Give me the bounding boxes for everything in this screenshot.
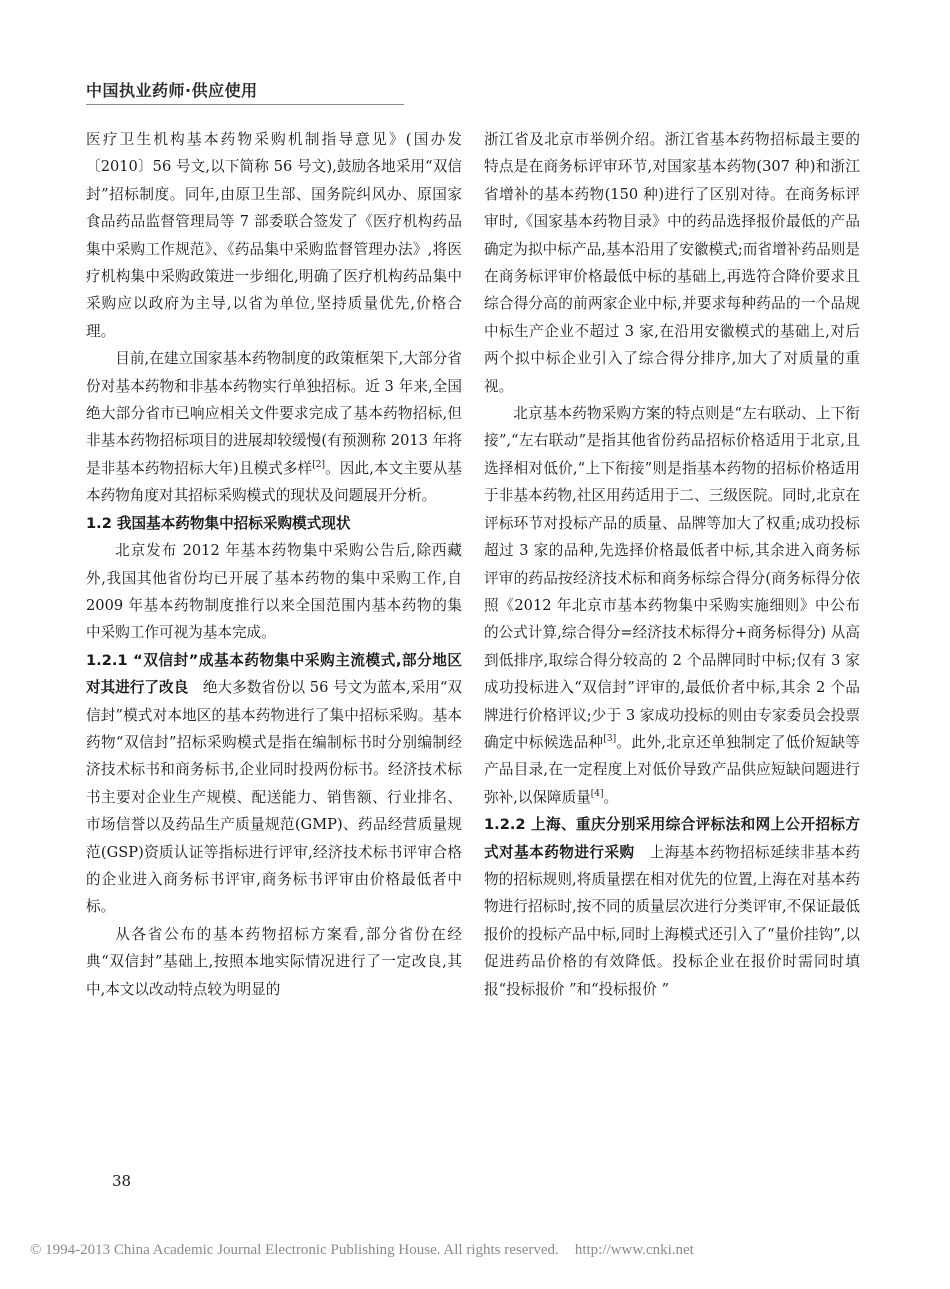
copyright-text: © 1994-2013 China Academic Journal Electronic Publishing House. All rights reserved. [30, 1242, 559, 1258]
citation-ref[interactable]: [3] [603, 734, 617, 745]
paragraph: 浙江省及北京市举例介绍。浙江省基本药物招标最主要的特点是在商务标评审环节,对国家基本药物(307 种)和浙江省增补的基本药物(150 种)进行了区别对待。在商务标评审时,《国家基本药物目录》中的药品选择报价最低的产品确定为拟中标产品,基本沿用了安徽模式;而省增补药品则是在商务标评审价格最低中标的基础上,再选符合降价要求且综合得分高的前两家企业中标,并要求每种药品的一个品规中标生产企业不超过 3 家,在沿用安徽模式的基础上,对后两个拟中标企业引入了综合得分排序,加大了对质量的重视。 [484, 131, 860, 395]
paragraph: 医疗卫生机构基本药物采购机制指导意见》(国办发〔2010〕56 号文,以下简称 56 号文),鼓励各地采用“双信封”招标制度。同年,由原卫生部、国务院纠风办、原国家食品药品监督管理局等 7 部委联合签发了《医疗机构药品集中采购工作规范》、《药品集中采购监督管理办法》,将医疗机构集中采购政策进一步细化,明确了医疗机构药品集中采购应以政府为主导,以省为单位,坚持质量优先,价格合理。 [86, 131, 462, 340]
subsection-heading: 1.2.2 上海、重庆分别采用综合评标法和网上公开招标方式对基本药物进行采购 [484, 816, 860, 861]
footer-url[interactable]: http://www.cnki.net [574, 1242, 694, 1258]
paragraph-text: 。此外,北京还单独制定了低价短缺等产品目录,在一定程度上对低价导致产品供应短缺问题进行弥补,以保障质量 [484, 733, 860, 806]
paragraph [86, 345, 462, 509]
right-column [484, 126, 860, 1003]
journal-header: 中国执业药师·供应使用 [86, 81, 258, 100]
copyright-footer [30, 1242, 930, 1259]
paragraph-text: 。 [603, 788, 619, 806]
subsection-heading: 1.2.1 “双信封”成基本药物集中采购主流模式,部分地区对其进行了改良 [86, 651, 462, 697]
paragraph [484, 811, 860, 1003]
left-column [86, 126, 462, 1003]
paragraph [86, 647, 462, 921]
paragraph-text: 北京基本药物采购方案的特点则是“左右联动、上下衔接”,“左右联动”是指其他省份药品招标价格适用于北京,且选择相对低价,“上下衔接”则是指基本药物的招标价格适用于非基本药物,社区用药适用于二、三级医院。同时,北京在评标环节对投标产品的质量、品牌等加大了权重;成功投标超过 3 家的品种,先选择价格最低者中标,其余进入商务标评审的药品按经济技术标和商务标综合得分(商务标得分依照《2012 年北京市基本药物集中采购实施细则》中公布的公式计算,综合得分=经济技术标得分+商务标得分) 从高到低排序,取综合得分较高的 2 个品牌同时中标;仅有 3 家成功投标进入“双信封”评审的,最低价者中标,其余 2 个品牌进行价格评议;少于 3 家成功投标的则由专家委员会投票确定中标候选品种 [484, 405, 860, 751]
paragraph: 从各省公布的基本药物招标方案看,部分省份在经典“双信封”基础上,按照本地实际情况进行了一定改良,其中,本文以改动特点较为明显的 [86, 925, 462, 998]
paragraph: 北京发布 2012 年基本药物集中采购公告后,除西藏外,我国其他省份均已开展了基本药物的集中采购工作,自 2009 年基本药物制度推行以来全国范围内基本药物的集中采购工作可视为基本完成。 [86, 542, 462, 642]
paragraph-text: 目前,在建立国家基本药物制度的政策框架下,大部分省份对基本药物和非基本药物实行单独招标。近 3 年来,全国绝大部分省市已响应相关文件要求完成了基本药物招标,但非基本药物招标项目的进展却较缓慢(有预测称 2013 年将是非基本药物招标大年)且模式多样 [86, 350, 462, 477]
paragraph-text: 。因此,本文主要从基本药物角度对其招标采购模式的现状及问题展开分析。 [86, 459, 463, 505]
header-rule [86, 104, 404, 105]
paragraph-text: 绝大多数省份以 56 号文为蓝本,采用“双信封”模式对本地区的基本药物进行了集中招标采购。基本药物“双信封”招标采购模式是指在编制标书时分别编制经济技术标书和商务标书,企业同时投两份标书。经济技术标书主要对企业生产规模、配送能力、销售额、行业排名、市场信誉以及药品生产质量规范(GMP)、药品经营质量规范(GSP)资质认证等指标进行评审,经济技术标书评审合格的企业进入商务标书评审,商务标书评审由价格最低者中标。 [86, 679, 462, 916]
page-number: 38 [112, 1172, 132, 1190]
paragraph [484, 400, 860, 811]
section-heading: 1.2 我国基本药物集中招标采购模式现状 [86, 514, 351, 532]
citation-ref[interactable]: [2] [312, 460, 325, 471]
citation-ref[interactable]: [4] [590, 788, 604, 799]
paragraph-text: 上海基本药物招标延续非基本药物的招标规则,将质量摆在相对优先的位置,上海在对基本药物进行招标时,按不同的质量层次进行分类评审,不保证最低报价的投标产品中标,同时上海模式还引入了“量价挂钩”,以促进药品价格的有效降低。投标企业在报价时需同时填报“投标报价 ”和“投标报价 ” [484, 843, 860, 998]
